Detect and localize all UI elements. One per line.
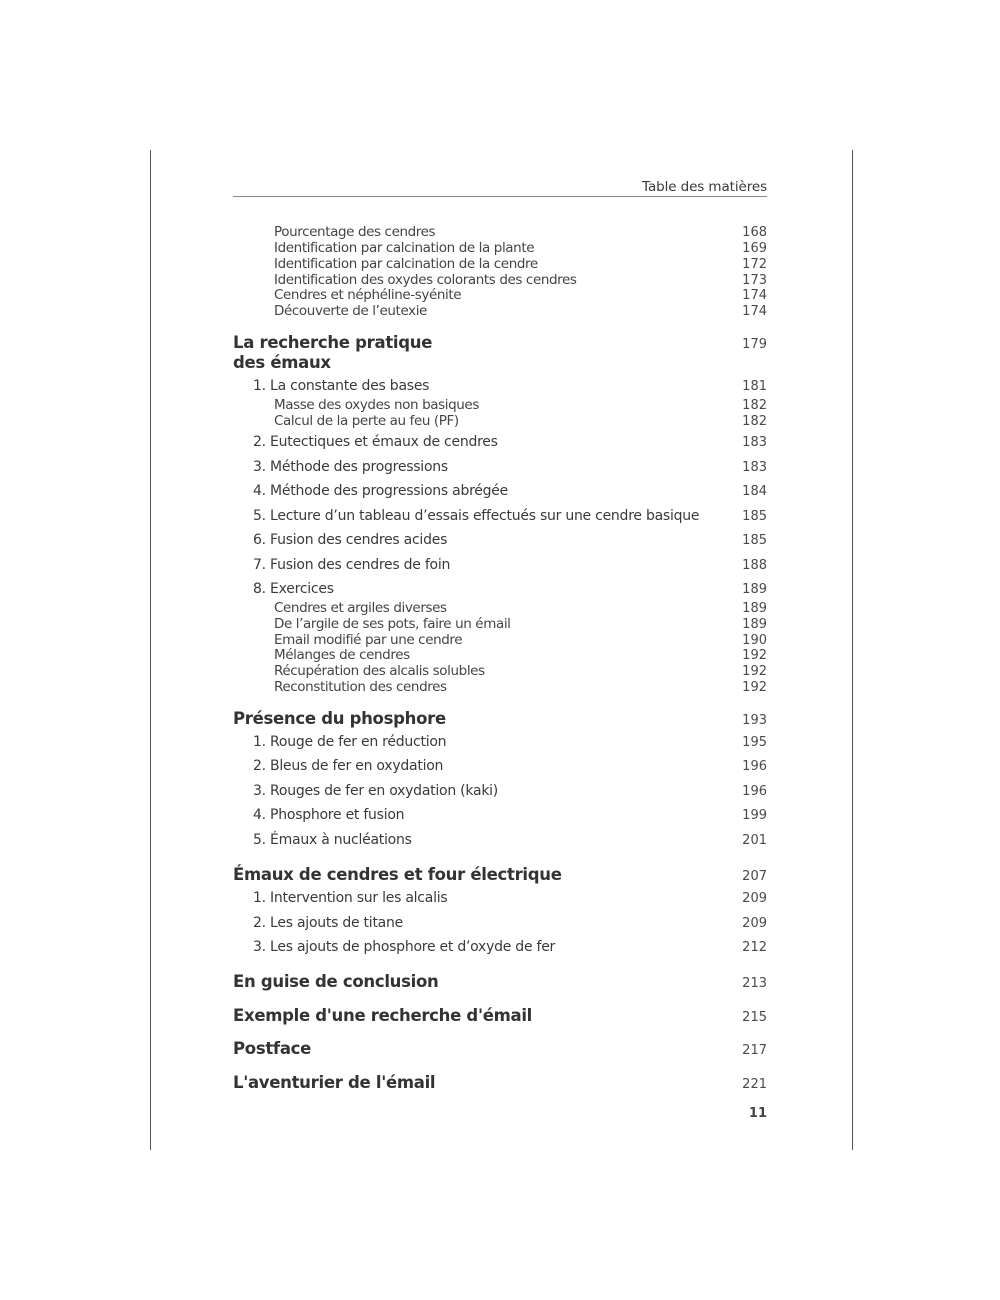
- toc-entry-title: 4. Phosphore et fusion: [253, 807, 405, 823]
- page-number: 11: [748, 1106, 767, 1121]
- toc-entry-sub: [233, 272, 767, 288]
- toc-entry-title: 6. Fusion des cendres acides: [253, 532, 448, 548]
- toc-entry-title: 3. Rouges de fer en oxydation (kaki): [253, 783, 499, 799]
- toc-entry-title-line2: des émaux: [233, 353, 331, 372]
- toc-entry-page: 196: [742, 759, 767, 774]
- toc-entry-title: Cendres et néphéline-syénite: [274, 287, 462, 303]
- toc-entry-page: 183: [742, 460, 767, 475]
- toc-entry-title: 1. Rouge de fer en réduction: [253, 734, 447, 750]
- toc-entry-title: 7. Fusion des cendres de foin: [253, 557, 451, 573]
- toc-entry-page: 182: [742, 414, 767, 429]
- toc-entry-chapter: [233, 1006, 767, 1025]
- toc-entry-title: Récupération des alcalis solubles: [274, 663, 485, 679]
- toc-entry-sub: [233, 632, 767, 648]
- toc-entry-page: 168: [742, 225, 767, 240]
- toc-entry-title: 3. Méthode des progressions: [253, 459, 448, 475]
- toc-entry-page: 192: [742, 680, 767, 695]
- toc-entry-page: 209: [742, 891, 767, 906]
- toc-entry-title: 2. Bleus de fer en oxydation: [253, 758, 444, 774]
- toc-entry-page: 174: [742, 288, 767, 303]
- toc-entry-page: 173: [742, 273, 767, 288]
- toc-entry-title: 8. Exercices: [253, 581, 334, 597]
- toc-entry-page: 183: [742, 435, 767, 450]
- toc-entry-sub: [233, 679, 767, 695]
- toc-entry-title: 1. La constante des bases: [253, 378, 430, 394]
- toc-entry-title: Pourcentage des cendres: [274, 224, 436, 240]
- toc-entry-sub: [233, 413, 767, 429]
- toc-entry-item: [233, 734, 767, 750]
- toc-entry-sub: [233, 303, 767, 319]
- toc-entry-page: 213: [742, 976, 767, 991]
- toc-entry-page: 189: [742, 582, 767, 597]
- toc-entry-item: [233, 459, 767, 475]
- toc-entry-title: Identification par calcination de la cendre: [274, 256, 538, 272]
- toc-entry-title: Masse des oxydes non basiques: [274, 397, 479, 413]
- toc-entry-page: 212: [742, 940, 767, 955]
- toc-entry-page: 185: [742, 509, 767, 524]
- toc-entry-sub: [233, 616, 767, 632]
- toc-entry-title: Émaux de cendres et four électrique: [233, 865, 562, 884]
- toc-entry-page: 181: [742, 379, 767, 394]
- toc-entry-chapter: [233, 1039, 767, 1058]
- toc-entry-title: Email modifié par une cendre: [274, 632, 463, 648]
- toc-entry-page: 215: [742, 1010, 767, 1025]
- toc-entry-page: 190: [742, 633, 767, 648]
- page-border-left: [150, 150, 151, 1150]
- toc-entry-page: 174: [742, 304, 767, 319]
- toc-entry-title: Identification des oxydes colorants des cendres: [274, 272, 577, 288]
- toc-entry-chapter: [233, 865, 767, 884]
- toc-entry-title: Reconstitution des cendres: [274, 679, 447, 695]
- toc-entry-page: 195: [742, 735, 767, 750]
- toc-entry-page: 185: [742, 533, 767, 548]
- toc-entry-item: [233, 557, 767, 573]
- toc-entry-title: [233, 333, 432, 373]
- toc-entry-title: Calcul de la perte au feu (PF): [274, 413, 459, 429]
- toc-entry-item: [233, 508, 767, 524]
- toc-entry-item: [233, 532, 767, 548]
- toc-entry-item: [233, 434, 767, 450]
- toc-entry-title: 5. Émaux à nucléations: [253, 832, 412, 848]
- toc-entry-chapter: [233, 972, 767, 991]
- page-border-right: [852, 150, 853, 1150]
- running-head: Table des matières: [642, 179, 767, 195]
- toc-entry-item: [233, 783, 767, 799]
- toc-entry-sub: [233, 397, 767, 413]
- toc-entry-item: [233, 758, 767, 774]
- toc-entry-page: 201: [742, 833, 767, 848]
- toc-entry-title: Exemple d'une recherche d'émail: [233, 1006, 533, 1025]
- toc-entry-item: [233, 581, 767, 597]
- toc-entry-page: 221: [742, 1077, 767, 1092]
- toc-entry-title-line1: La recherche pratique: [233, 333, 433, 352]
- toc-entry-sub: [233, 240, 767, 256]
- toc-entry-page: 217: [742, 1043, 767, 1058]
- toc-entry-title: L'aventurier de l'émail: [233, 1073, 436, 1092]
- toc-entry-title: Cendres et argiles diverses: [274, 600, 447, 616]
- toc-entry-sub: [233, 663, 767, 679]
- toc-entry-page: 184: [742, 484, 767, 499]
- toc-entry-item: [233, 832, 767, 848]
- toc-entry-sub: [233, 600, 767, 616]
- toc-entry-sub: [233, 287, 767, 303]
- toc-entry-item: [233, 378, 767, 394]
- toc-entry-page: 179: [742, 337, 767, 352]
- toc-entry-page: 193: [742, 713, 767, 728]
- toc-entry-page: 182: [742, 398, 767, 413]
- toc-entry-page: 209: [742, 916, 767, 931]
- toc-entry-title: Présence du phosphore: [233, 709, 446, 728]
- toc-entry-title: Identification par calcination de la plante: [274, 240, 535, 256]
- toc-entry-sub: [233, 224, 767, 240]
- toc-entry-page: 169: [742, 241, 767, 256]
- toc-entry-page: 196: [742, 784, 767, 799]
- toc-entry-sub: [233, 647, 767, 663]
- toc-entry-page: 192: [742, 648, 767, 663]
- toc-entry-page: 189: [742, 617, 767, 632]
- toc-entry-chapter: [233, 1073, 767, 1092]
- toc-entry-chapter: [233, 709, 767, 728]
- toc-entry-title: 2. Eutectiques et émaux de cendres: [253, 434, 498, 450]
- toc-entry-title: 4. Méthode des progressions abrégée: [253, 483, 509, 499]
- toc-entry-title: En guise de conclusion: [233, 972, 439, 991]
- toc-entry-item: [233, 939, 767, 955]
- toc-entry-page: 189: [742, 601, 767, 616]
- toc-entry-page: 207: [742, 869, 767, 884]
- toc-entry-title: 2. Les ajouts de titane: [253, 915, 403, 931]
- toc-entry-page: 188: [742, 558, 767, 573]
- toc-entry-page: 192: [742, 664, 767, 679]
- toc-entry-title: Découverte de l’eutexie: [274, 303, 427, 319]
- toc-entry-title: Postface: [233, 1039, 312, 1058]
- toc-entry-page: 172: [742, 257, 767, 272]
- header-rule: [233, 196, 767, 197]
- toc-entry-page: 199: [742, 808, 767, 823]
- toc-entry-item: [233, 890, 767, 906]
- toc-entry-item: [233, 483, 767, 499]
- toc-entry-sub: [233, 256, 767, 272]
- toc-entry-item: [233, 807, 767, 823]
- toc-entry-title: 3. Les ajouts de phosphore et d’oxyde de fer: [253, 939, 556, 955]
- toc-entry-chapter: [233, 333, 767, 373]
- toc-entry-title: 1. Intervention sur les alcalis: [253, 890, 448, 906]
- toc-entry-title: Mélanges de cendres: [274, 647, 410, 663]
- toc-entry-item: [233, 915, 767, 931]
- toc-entry-title: 5. Lecture d’un tableau d’essais effectués sur une cendre basique: [253, 508, 700, 524]
- toc-entry-title: De l’argile de ses pots, faire un émail: [274, 616, 511, 632]
